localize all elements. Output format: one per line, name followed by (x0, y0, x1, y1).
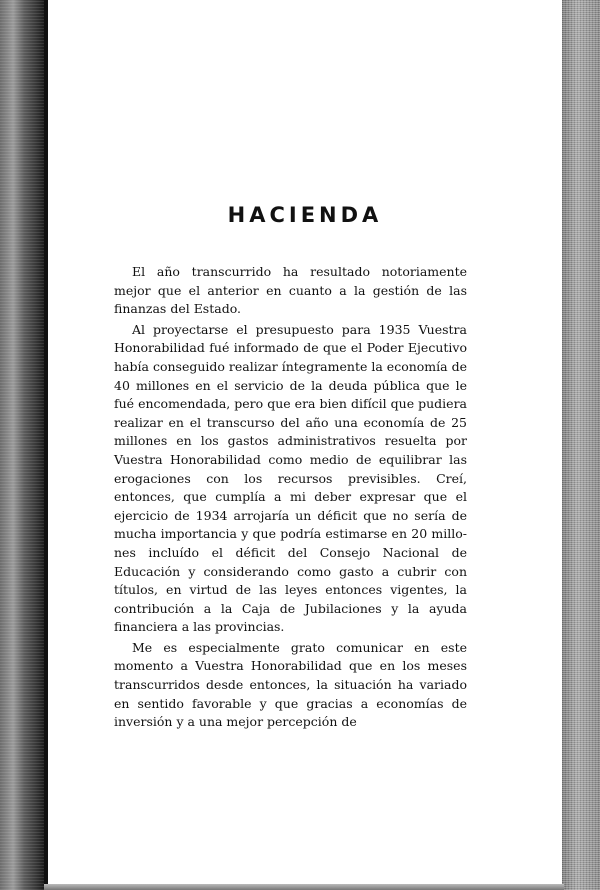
paragraph-2: Al proyectarse el presupuesto para 1935 Vuestra Honorabilidad fué informado de que el Poder Ejecutivo había conseguido realizar íntegramente la economía de 40 millones en el servicio de la deuda pública que le fué encomendada, pero que era bien difícil que pudiera realizar en el transcurso del año una economía de 25 millones en los gastos administrativos resuelta por Vuestra Honorabilidad como medio de equilibrar las erogaciones con los recursos previsibles. Creí, entonces, que cumplía a mi deber expresar que el ejercicio de 1934 arrojaría un déficit que no sería de mucha importancia y que podría estimarse en 20 millones incluído el déficit del Consejo Nacional de Educación y considerando como gasto a cubrir con títulos, en virtud de las leyes entonces vigentes, la contribución a la Caja de Jubilaciones y la ayuda financiera a las provincias. (114, 321, 467, 635)
left-binding-gutter (0, 0, 44, 890)
right-scan-margin (562, 0, 600, 890)
paragraph-3: Me es especialmente grato comunicar en este momento a Vuestra Honorabilidad que en los meses transcurridos desde entonces, la situación ha variado en sentido favorable y que gracias a economías de inversión y a una mejor percepción de (114, 639, 467, 730)
paragraph-1: El año transcurrido ha resultado notoriamente mejor que el anterior en cuanto a la gestión de las finanzas del Estado. (114, 264, 467, 317)
bottom-scan-margin (44, 884, 564, 890)
section-heading: HACIENDA (227, 203, 383, 227)
body-text (114, 263, 467, 734)
document-page (48, 0, 562, 884)
